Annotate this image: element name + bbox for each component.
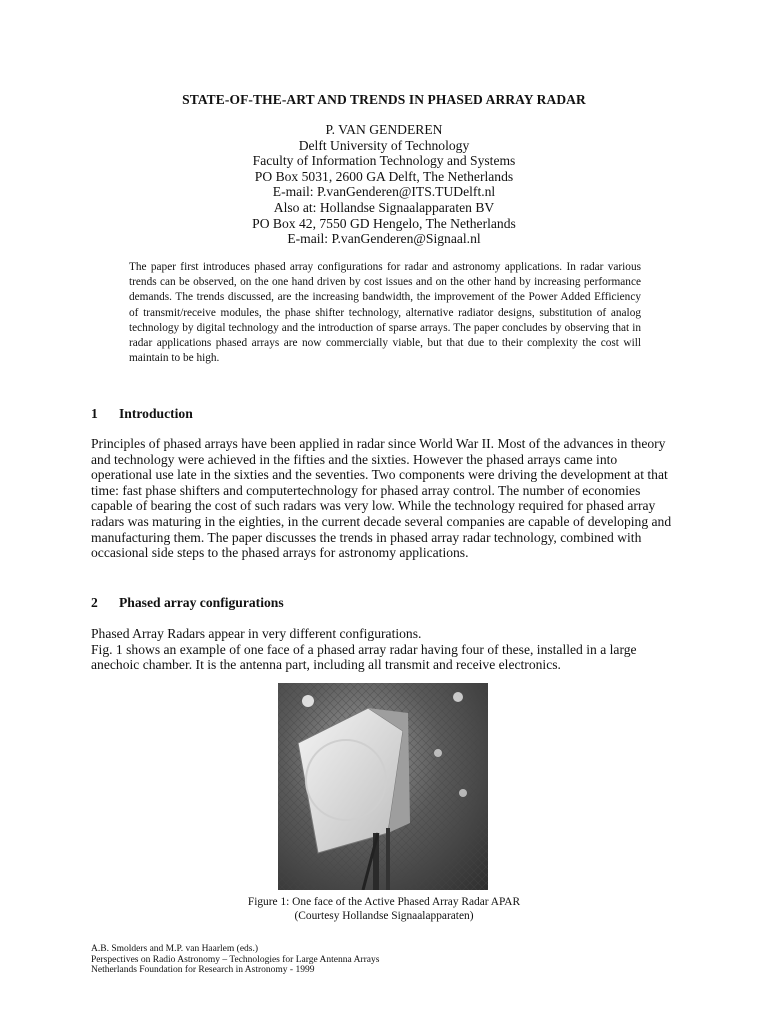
abstract: The paper first introduces phased array configurations for radar and astronomy applications. In radar various trends can be observed, on the one hand driven by cost issues and on the other hand by increasing performance demands. The trends discussed, are the increasing bandwidth, the improvement of the Power Added Efficiency of transmit/receive modules, the phase shifter technology, alternative radiator designs, substitution of analog technology by digital technology and the introduction of sparse arrays. The paper concludes by observing that in radar applications phased arrays are now commercially viable, but that due to their complexity the cost will maintain to be high.	[129, 261, 641, 365]
page-footer	[91, 944, 379, 976]
configurations-body	[91, 626, 681, 673]
section-number: 2	[91, 595, 98, 610]
section-title: Introduction	[119, 406, 193, 421]
radar-face-illustration	[278, 683, 488, 890]
author-second-affiliation: Also at: Hollandse Signaalapparaten BV	[273, 199, 495, 215]
author-address: PO Box 5031, 2600 GA Delft, The Netherlands	[254, 168, 514, 184]
paper-title: STATE-OF-THE-ART AND TRENDS IN PHASED ARRAY RADAR	[182, 92, 586, 107]
author-block	[0, 122, 768, 247]
paragraph: Principles of phased arrays have been applied in radar since World War II. Most of the advances in theory and technology were achieved in the fifties and the sixties. However the phased arrays came into operational use late in the sixties and the seventies. Two components were driving the development at that time: fast phase shifters and computertechnology for phased array control. The number of economies capable of bearing the cost of such radars was very low. While the technology required for phased array radars was maturing in the eighties, in the current decade several companies are capable of developing and manufacturing them. The paper discusses the trends in phased array radar technology, combined with occasional side steps to the phased arrays for astronomy applications.	[91, 436, 672, 561]
footer-book: Perspectives on Radio Astronomy – Technologies for Large Antenna Arrays	[91, 954, 380, 965]
paragraph: Fig. 1 shows an example of one face of a phased array radar having four of these, installed in a large anechoic chamber. It is the antenna part, including all transmit and receive electronics.	[91, 641, 637, 673]
section-title: Phased array configurations	[119, 595, 284, 610]
figure-caption	[0, 896, 768, 924]
author-faculty: Faculty of Information Technology and Systems	[252, 153, 516, 169]
author-affiliation: Delft University of Technology	[298, 137, 470, 153]
footer-publisher: Netherlands Foundation for Research in Astronomy - 1999	[91, 965, 315, 976]
footer-editors: A.B. Smolders and M.P. van Haarlem (eds.)	[91, 944, 259, 954]
figure-apar-photo	[278, 683, 488, 890]
section-heading-introduction	[91, 406, 193, 422]
figure-caption-credit: (Courtesy Hollandse Signaalapparaten)	[294, 909, 474, 922]
section-heading-configurations	[91, 595, 284, 611]
author-second-address: PO Box 42, 7550 GD Hengelo, The Netherlands	[252, 215, 516, 231]
author-email: E-mail: P.vanGenderen@ITS.TUDelft.nl	[272, 184, 496, 200]
introduction-body	[91, 436, 681, 561]
section-number: 1	[91, 406, 98, 421]
author-name: P. VAN GENDEREN	[325, 122, 443, 137]
author-second-email: E-mail: P.vanGenderen@Signaal.nl	[287, 231, 481, 247]
paragraph: Phased Array Radars appear in very different configurations.	[91, 626, 422, 641]
figure-caption-title: Figure 1: One face of the Active Phased Array Radar APAR	[247, 896, 521, 908]
